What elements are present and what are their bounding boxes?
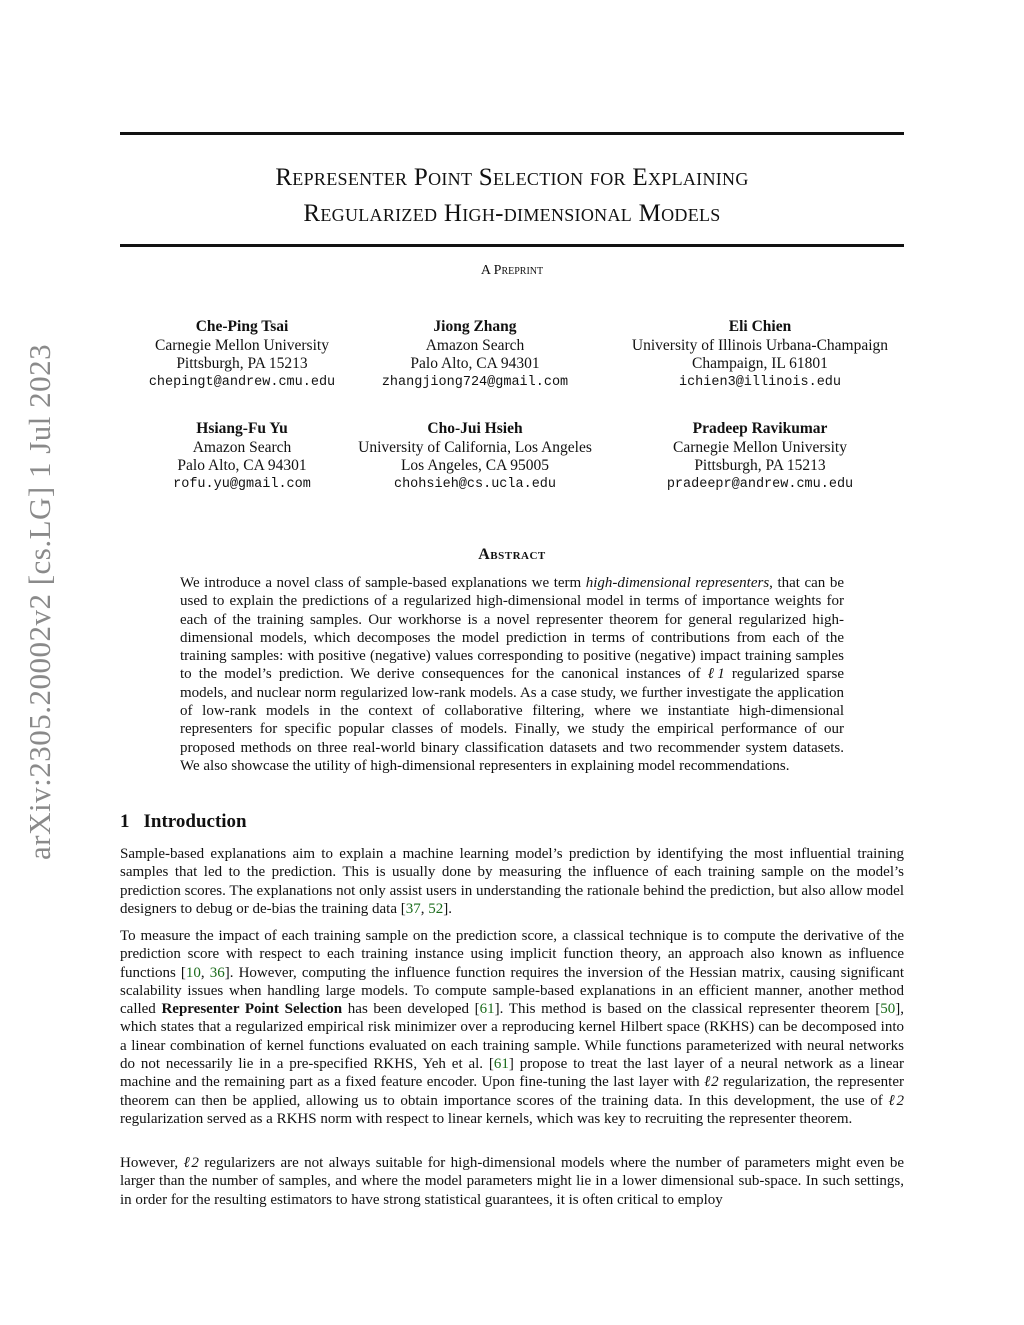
author-name: Eli Chien: [728, 318, 792, 335]
paragraph-text: To measure the impact of each training sample on the prediction score, a classical technique is to compute the derivative of the prediction score with respect to each training instance using implicit function theory, an approach also known as influence functions [: [120, 928, 904, 981]
author-email[interactable]: chepingt@andrew.cmu.edu: [148, 374, 336, 390]
author-email[interactable]: ichien3@illinois.edu: [678, 374, 842, 390]
abstract-text-part: We introduce a novel class of sample-based explanations we term: [180, 575, 586, 591]
title-top-rule: [120, 132, 904, 135]
author-affiliation: University of California, Los Angeles: [358, 438, 592, 456]
intro-paragraph-2: To measure the impact of each training sample on the prediction score, a classical technique is to compute the derivative of the prediction score with respect to each training instance using implicit function theory, an approach also known as influence functions [10, 36]. However, computing the influence function requires the inversion of the Hessian matrix, causing significant scalability issues when handling large models. To compute sample-based explanations in an efficient manner, another method called Representer Point Selection has been developed [61]. This method is based on the classical representer theorem [50], which states that a regularized empirical risk minimizer over a reproducing kernel Hilbert space (RKHS) can be decomposed into a linear combination of kernel functions evaluated on each training sample. While functions parameterized with neural networks do not necessarily lie in a pre-specified RKHS, Yeh et al. [61] propose to treat the last layer of a neural network as a linear machine and the remaining part as a fixed feature encoder. Upon fine-tuning the last layer with ℓ2 regularization, the representer theorem can then be applied, allowing us to obtain importance scores of the training data. In this development, the use of ℓ2 regularization served as a RKHS norm with respect to linear kernels, which was key to recruiting the representer theorem.: [120, 928, 905, 1127]
abstract-text-part: regularized sparse models, and nuclear norm regularized low-rank models. As a case study, we further investigate the application of low-rank models in the context of collaborative filtering, where we instantiate high-dimensional representers for specific popular classes of models. Finally, we study the empirical performance of our proposed methods on three real-world binary classification datasets and two recommender system datasets. We also showcase the utility of high-dimensional representers in explaining model recommendations.: [180, 666, 844, 774]
author-address: Los Angeles, CA 95005: [400, 457, 550, 474]
abstract-text-part: , that can be used to explain the predictions of a regularized high-dimensional model in terms of importance weights for each of the training samples. Our workhorse is a novel representer theorem for general regularized high-dimensional models, which decomposes the model prediction in terms of contributions from each of the training samples: with positive (negative) values corresponding to positive (negative) impact training samples to the model’s prediction. We derive consequences for the canonical instances of: [180, 575, 844, 683]
author-card: [340, 420, 610, 494]
author-card: [107, 420, 377, 494]
paragraph-text: has been developed [: [342, 1001, 480, 1018]
title-line-2: Regularized High-dimensional Models: [303, 200, 721, 227]
paragraph-text: Sample-based explanations aim to explain a machine learning model’s prediction by identifying the most influential training samples that led to the prediction. This is usually done by measuring the influence of each training sample on the model’s prediction scores. The explanations not only assist users in understanding the rationale behind the prediction, but also allow model designers to debug or de-bias the training data [: [120, 846, 904, 917]
author-affiliation: Amazon Search: [425, 336, 525, 354]
author-address: Champaign, IL 61801: [692, 355, 828, 372]
paragraph-text: regularization, the representer theorem can then be applied, allowing us to obtain importance scores of the training data. In this development, the use of: [120, 1074, 904, 1109]
paragraph-text: regularizers are not always suitable for high-dimensional models where the number of parameters might even be larger than the number of samples, and where the model parameters might lie in a lower dimensional sub-space. In such settings, in order for the resulting estimators to have strong statistical guarantees, it is often critical to employ: [120, 1155, 905, 1208]
abstract-heading: Abstract: [478, 546, 546, 563]
author-card: [107, 318, 377, 392]
citation-link[interactable]: 37: [405, 900, 421, 917]
abstract-text: [180, 574, 844, 775]
author-email[interactable]: chohsieh@cs.ucla.edu: [393, 476, 557, 492]
citation-link[interactable]: 50: [880, 1001, 896, 1018]
preprint-label: A Preprint: [480, 263, 544, 278]
math-l2: ℓ2: [888, 1092, 904, 1109]
citation-link[interactable]: 61: [493, 1056, 509, 1073]
section-heading: [120, 811, 247, 833]
author-affiliation: University of Illinois Urbana-Champaign: [631, 336, 889, 354]
author-name: Che-Ping Tsai: [195, 318, 289, 335]
author-card: [610, 318, 910, 392]
author-email[interactable]: zhangjiong724@gmail.com: [381, 374, 569, 390]
author-name: Cho-Jui Hsieh: [427, 420, 523, 437]
author-name: Jiong Zhang: [433, 318, 517, 335]
paragraph-text: However,: [120, 1155, 184, 1171]
citation-link[interactable]: 52: [428, 900, 444, 917]
section-title: Introduction: [143, 811, 247, 832]
author-email[interactable]: pradeepr@andrew.cmu.edu: [666, 476, 854, 492]
section-number: 1: [120, 811, 130, 832]
title-bottom-rule: [120, 244, 904, 247]
author-email[interactable]: rofu.yu@gmail.com: [173, 476, 311, 492]
paragraph-text: regularization served as a RKHS norm with respect to linear kernels, which was key to recruiting the representer theorem.: [120, 1110, 853, 1127]
author-address: Pittsburgh, PA 15213: [176, 355, 308, 372]
citation-link[interactable]: 61: [479, 1001, 495, 1018]
author-affiliation: Carnegie Mellon University: [673, 438, 847, 456]
paragraph-text: ].: [443, 900, 452, 917]
author-card: [625, 420, 895, 494]
paragraph-text: ]. However, computing the influence function requires the inversion of the Hessian matrix, causing significant scalability issues when handling large models. To compute sample-based explanations in an efficient manner, another method called: [120, 964, 904, 1018]
arxiv-identifier: arXiv:2305.20002v2 [cs.LG] 1 Jul 2023: [22, 343, 57, 860]
author-name: Pradeep Ravikumar: [692, 420, 828, 437]
author-address: Palo Alto, CA 94301: [177, 457, 307, 474]
intro-paragraph-1: Sample-based explanations aim to explain a machine learning model’s prediction by identifying the most influential training samples that led to the prediction. This is usually done by measuring the influence of each training sample on the model’s prediction scores. The explanations not only assist users in understanding the rationale behind the prediction, but also allow model designers to debug or de-bias the training data [37, 52].: [120, 846, 904, 917]
intro-paragraph-3: [120, 1154, 904, 1209]
abstract-emphasis: high-dimensional representers: [585, 575, 770, 591]
method-name-bold: Representer Point Selection: [161, 1001, 343, 1018]
citation-link[interactable]: 10: [185, 964, 201, 981]
paragraph-text: ] propose to treat the last layer of a neural network as a linear machine and the remaining part as a fixed feature encoder. Upon fine-tuning the last layer with: [120, 1056, 904, 1091]
citation-link[interactable]: 36: [209, 964, 225, 981]
paragraph-text: ]. This method is based on the classical representer theorem [: [494, 1001, 881, 1018]
math-l2: ℓ2: [183, 1155, 199, 1171]
author-affiliation: Carnegie Mellon University: [155, 336, 329, 354]
title-line-1: Representer Point Selection for Explaining: [275, 164, 749, 191]
author-address: Pittsburgh, PA 15213: [694, 457, 826, 474]
math-l1: ℓ1: [707, 666, 725, 683]
author-name: Hsiang-Fu Yu: [196, 420, 288, 437]
author-address: Palo Alto, CA 94301: [410, 355, 540, 372]
paragraph-text: ], which states that a regularized empirical risk minimizer over a reproducing kernel Hilbert space (RKHS) can be decomposed into a linear combination of kernel functions evaluated on each training sample. While functions parameterized with neural networks do not necessarily lie in a pre-specified RKHS, Yeh et al. [: [120, 1001, 905, 1073]
paper-title: [120, 160, 904, 232]
author-affiliation: Amazon Search: [192, 438, 292, 456]
author-card: [340, 318, 610, 392]
math-l2: ℓ2: [704, 1074, 719, 1091]
